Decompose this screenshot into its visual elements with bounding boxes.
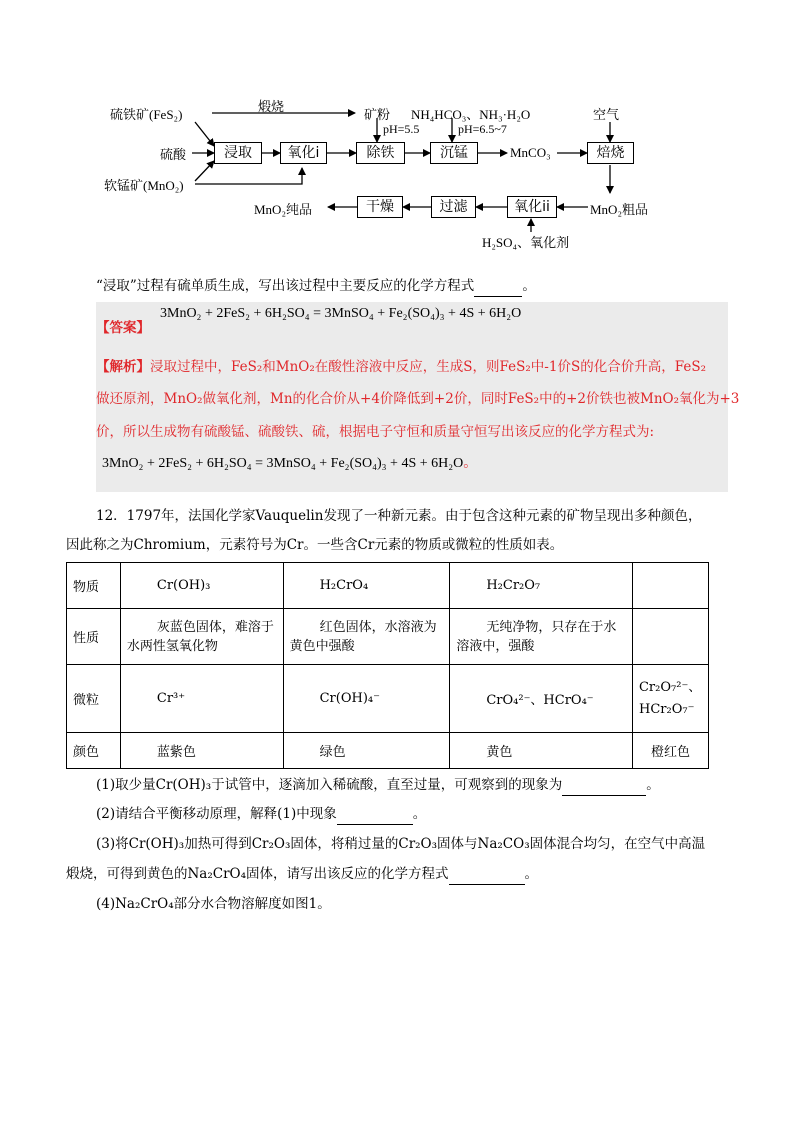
oxidant-label: H₂SO₄、氧化剂	[482, 235, 570, 250]
table-cell: 蓝紫色	[120, 733, 283, 769]
table-cell: 红色固体，水溶液为黄色中强酸	[283, 609, 450, 665]
analysis-text-1: 浸取过程中，FeS₂和MnO₂在酸性溶液中反应，生成S，则FeS₂中-1价S的化合价升高，FeS₂	[150, 359, 706, 375]
table-cell: CrO₄²⁻、HCrO₄⁻	[450, 665, 633, 733]
subq-2-text: (2)请结合平衡移动原理，解释(1)中现象	[96, 806, 337, 822]
subq-3b	[66, 864, 538, 885]
subq-2	[96, 804, 426, 825]
calcine-label: 煅烧	[258, 99, 285, 114]
table-row	[67, 733, 709, 769]
subq-2-period: 。	[412, 806, 427, 822]
iron-removal-box: 除铁	[356, 142, 405, 164]
table-cell: Cr(OH)₄⁻	[283, 665, 450, 733]
table-cell	[632, 609, 708, 665]
subq-2-blank	[337, 804, 413, 825]
subq-1-period: 。	[646, 777, 660, 793]
mnco3-label: MnCO₃	[510, 145, 551, 160]
q12-line-1: 12．1797年，法国化学家Vauquelin发现了一种新元素。由于包含这种元素的矿物呈现出多种颜色，	[96, 508, 702, 524]
analysis-line-3: 价，所以生成物有硫酸锰、硫酸铁、硫，根据电子守恒和质量守恒写出该反应的化学方程式为:	[96, 424, 655, 440]
property-table	[66, 562, 709, 769]
analysis-period: 。	[463, 456, 478, 471]
pure-label: MnO₂纯品	[254, 202, 312, 217]
ore-powder-label: 矿粉	[364, 107, 391, 122]
oxidation-i-box: 氧化i	[280, 142, 327, 164]
table-cell: Cr₂O₇²⁻、HCr₂O₇⁻	[632, 665, 708, 733]
subq-1-blank	[562, 775, 646, 796]
table-cell: 橙红色	[632, 733, 708, 769]
table-cell: H₂CrO₄	[283, 563, 450, 609]
table-cell	[632, 563, 708, 609]
table-cell: 无纯净物，只存在于水溶液中，强酸	[450, 609, 633, 665]
filter-box: 过滤	[431, 196, 476, 218]
subq-3a: (3)将Cr(OH)₃加热可得到Cr₂O₃固体，将稍过量的Cr₂O₃固体与Na₂CO₃固体混合均匀，在空气中高温	[96, 836, 706, 852]
row-label: 物质	[67, 563, 121, 609]
table-cell: Cr(OH)₃	[120, 563, 283, 609]
subq-3b-text: 煅烧，可得到黄色的Na₂CrO₄固体，请写出该反应的化学方程式	[66, 866, 449, 882]
subq-4: (4)Na₂CrO₄部分水合物溶解度如图1。	[96, 896, 331, 912]
crude-label: MnO₂粗品	[590, 202, 648, 217]
subq-3-period: 。	[524, 866, 539, 882]
answer-blank	[474, 276, 522, 297]
q12-line-2: 因此称之为Chromium，元素符号为Cr。一些含Cr元素的物质或微粒的性质如表。	[66, 537, 564, 553]
table-row	[67, 665, 709, 733]
analysis-line-2: 做还原剂，MnO₂做氧化剂，Mn的化合价从+4价降低到+2价，同时FeS₂中的+2价铁也被MnO₂氧化为+3	[96, 391, 740, 407]
answer-equation: 3MnO₂ + 2FeS₂ + 6H₂SO₄ = 3MnSO₄ + Fe₂(SO₄)₃ + 4S + 6H₂O	[160, 306, 522, 321]
ph2-label: pH=6.5~7	[458, 122, 507, 136]
acid-label: 硫酸	[160, 147, 187, 162]
analysis-line-1	[96, 357, 706, 377]
table-cell: 绿色	[283, 733, 450, 769]
leach-box: 浸取	[214, 142, 262, 164]
pyrolusite-label: 软锰矿(MnO₂)	[104, 178, 184, 193]
analysis-equation-text: 3MnO₂ + 2FeS₂ + 6H₂SO₄ = 3MnSO₄ + Fe₂(SO₄)₃ + 4S + 6H₂O	[102, 456, 464, 471]
subq-3-blank	[449, 864, 525, 885]
mn-precip-box: 沉锰	[430, 142, 478, 164]
analysis-equation	[102, 452, 477, 472]
air-label: 空气	[593, 107, 620, 122]
ph1-label: pH=5.5	[383, 122, 420, 136]
reagents-label: NH₄HCO₃、NH₃·H₂O	[411, 107, 531, 122]
oxidation-ii-box: 氧化ii	[507, 196, 557, 218]
table-cell: H₂Cr₂O₇	[450, 563, 633, 609]
table-cell: Cr³⁺	[120, 665, 283, 733]
table-cell: 黄色	[450, 733, 633, 769]
question-period: 。	[522, 278, 536, 294]
subq-1-text: (1)取少量Cr(OH)₃于试管中，逐滴加入稀硫酸，直至过量，可观察到的现象为	[96, 777, 563, 793]
table-row	[67, 609, 709, 665]
dry-box: 干燥	[357, 196, 403, 218]
row-label: 性质	[67, 609, 121, 665]
question-line	[96, 276, 536, 297]
answer-label: 【答案】	[96, 320, 150, 336]
table-row	[67, 563, 709, 609]
question-text: “浸取”过程有硫单质生成，写出该过程中主要反应的化学方程式	[96, 278, 475, 294]
pyrite-label: 硫铁矿(FeS₂)	[110, 107, 183, 122]
row-label: 微粒	[67, 665, 121, 733]
roast-box: 焙烧	[587, 142, 634, 164]
row-label: 颜色	[67, 733, 121, 769]
table-cell: 灰蓝色固体，难溶于水两性氢氧化物	[120, 609, 283, 665]
analysis-label: 【解析】	[96, 359, 150, 375]
subq-1	[96, 775, 660, 796]
